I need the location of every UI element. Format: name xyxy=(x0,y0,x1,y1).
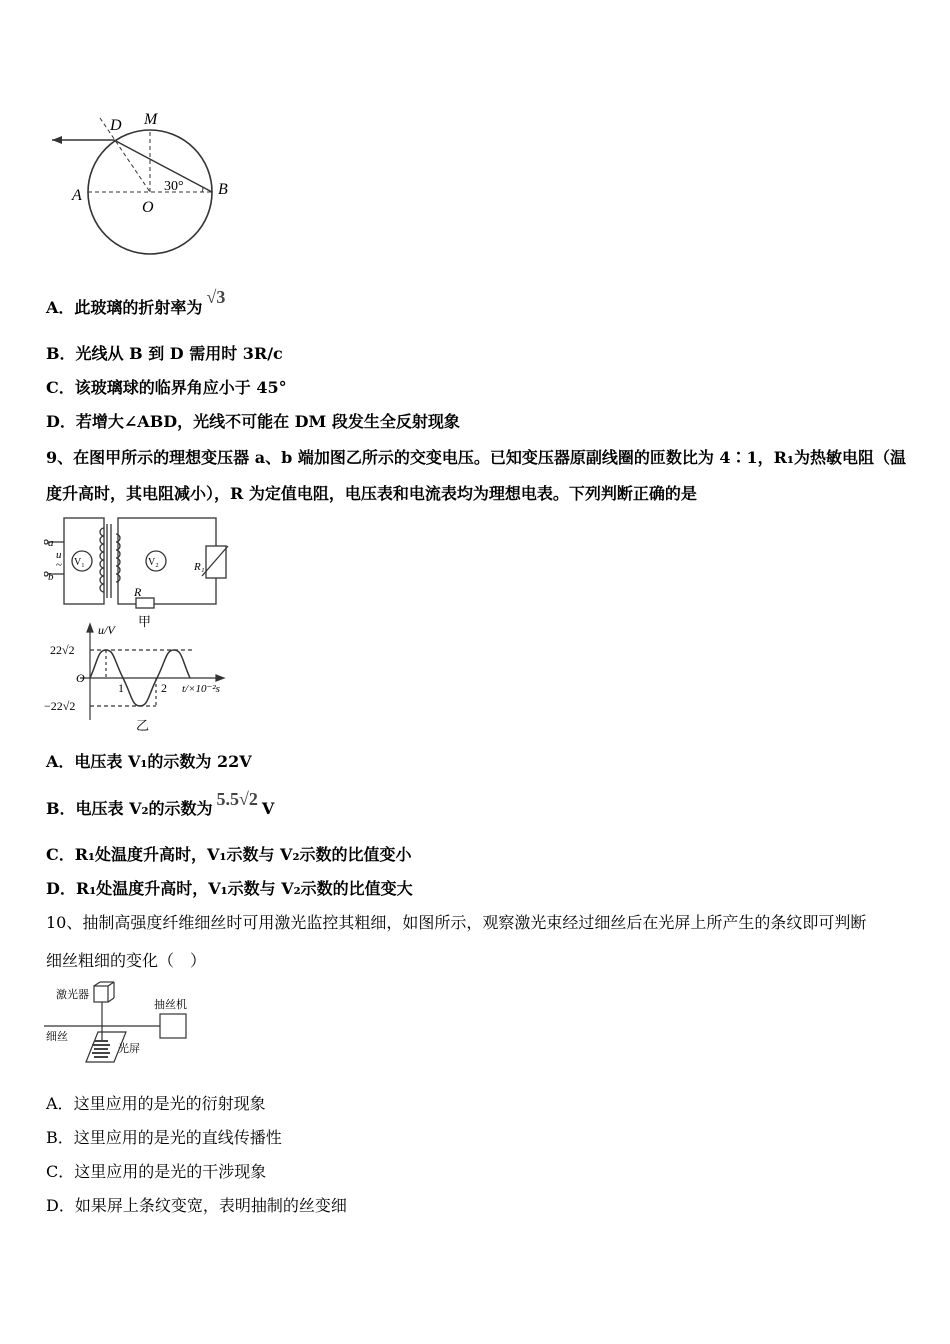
label-A: A xyxy=(72,187,82,204)
circle-optics-figure xyxy=(44,100,254,280)
y-axis-label: u/V xyxy=(98,623,115,637)
q8-option-c[interactable]: C．该玻璃球的临界角应小于 45° xyxy=(46,378,287,397)
transformer-circuit-figure xyxy=(44,510,234,630)
sqrt3-math: √3 xyxy=(206,287,226,307)
q8-option-d[interactable]: D．若增大∠ABD，光线不可能在 DM 段发生全反射现象 xyxy=(46,412,460,431)
q9-option-a[interactable]: A．电压表 V₁的示数为 22V xyxy=(46,752,252,771)
label-M: M xyxy=(144,111,158,128)
label-O: O xyxy=(142,199,154,216)
label-D: D xyxy=(110,117,122,134)
tick-2-label: 2 xyxy=(161,681,167,695)
tick-1-label: 1 xyxy=(118,681,124,695)
q9-stem-line2: 度升高时，其电阻减小），R 为定值电阻，电压表和电流表均为理想电表。下列判断正确的是 xyxy=(46,484,697,503)
figure-jia-caption: 甲 xyxy=(138,615,152,630)
q10-stem-line1: 10、抽制高强度纤维细丝时可用激光监控其粗细，如图所示，观察激光束经过细丝后在光屏上所产生的条纹即可判断 xyxy=(46,913,867,932)
laser-setup-figure xyxy=(44,980,204,1072)
sine-wave-figure xyxy=(44,618,244,736)
q10-option-a[interactable]: A．这里应用的是光的衍射现象 xyxy=(46,1094,266,1113)
ac-symbol: ~ xyxy=(56,559,62,571)
label-B: B xyxy=(218,181,228,198)
terminal-b-label: b xyxy=(48,571,54,583)
wire-label: 细丝 xyxy=(46,1030,68,1043)
figure-yi-caption: 乙 xyxy=(136,719,150,734)
x-axis-label: t/×10⁻²s xyxy=(182,683,220,695)
laser-label: 激光器 xyxy=(56,988,89,1001)
q10-option-c[interactable]: C．这里应用的是光的干涉现象 xyxy=(46,1162,267,1181)
q9-option-c[interactable]: C．R₁处温度升高时，V₁示数与 V₂示数的比值变小 xyxy=(46,845,412,864)
q9-stem-line1: 9、在图甲所示的理想变压器 a、b 端加图乙所示的交变电压。已知变压器原副线圈的匝数比为 4∶1，R₁为热敏电阻（温 xyxy=(46,448,906,467)
q9-option-d[interactable]: D．R₁处温度升高时，V₁示数与 V₂示数的比值变大 xyxy=(46,879,413,898)
terminal-a-label: a xyxy=(48,537,54,549)
q10-option-b[interactable]: B．这里应用的是光的直线传播性 xyxy=(46,1128,282,1147)
voltmeter-v2-label: V₂ xyxy=(148,557,159,568)
voltage-u-label: u xyxy=(56,549,62,561)
sqrt-5-5-math: 5.5√2 xyxy=(216,789,258,809)
label-angle: 30° xyxy=(164,179,184,194)
resistor-r-label: R xyxy=(134,585,142,599)
y-min-label: −22√2 xyxy=(44,699,76,713)
q9-option-b[interactable]: B．电压表 V₂的示数为 5.5√2 V xyxy=(46,789,275,818)
screen-label: 光屏 xyxy=(118,1042,140,1055)
q8-option-b[interactable]: B．光线从 B 到 D 需用时 3R/c xyxy=(46,344,283,363)
q10-option-d[interactable]: D．如果屏上条纹变宽，表明抽制的丝变细 xyxy=(46,1196,347,1215)
q10-stem-line2: 细丝粗细的变化（ ） xyxy=(46,951,207,970)
origin-label: O xyxy=(76,671,85,685)
y-max-label: 22√2 xyxy=(50,643,75,657)
resistor-r1-label: R₁ xyxy=(194,561,205,573)
machine-label: 抽丝机 xyxy=(154,998,187,1011)
voltmeter-v1-label: V₁ xyxy=(74,557,85,568)
q8-option-a[interactable]: A．此玻璃的折射率为√3 xyxy=(46,287,226,317)
